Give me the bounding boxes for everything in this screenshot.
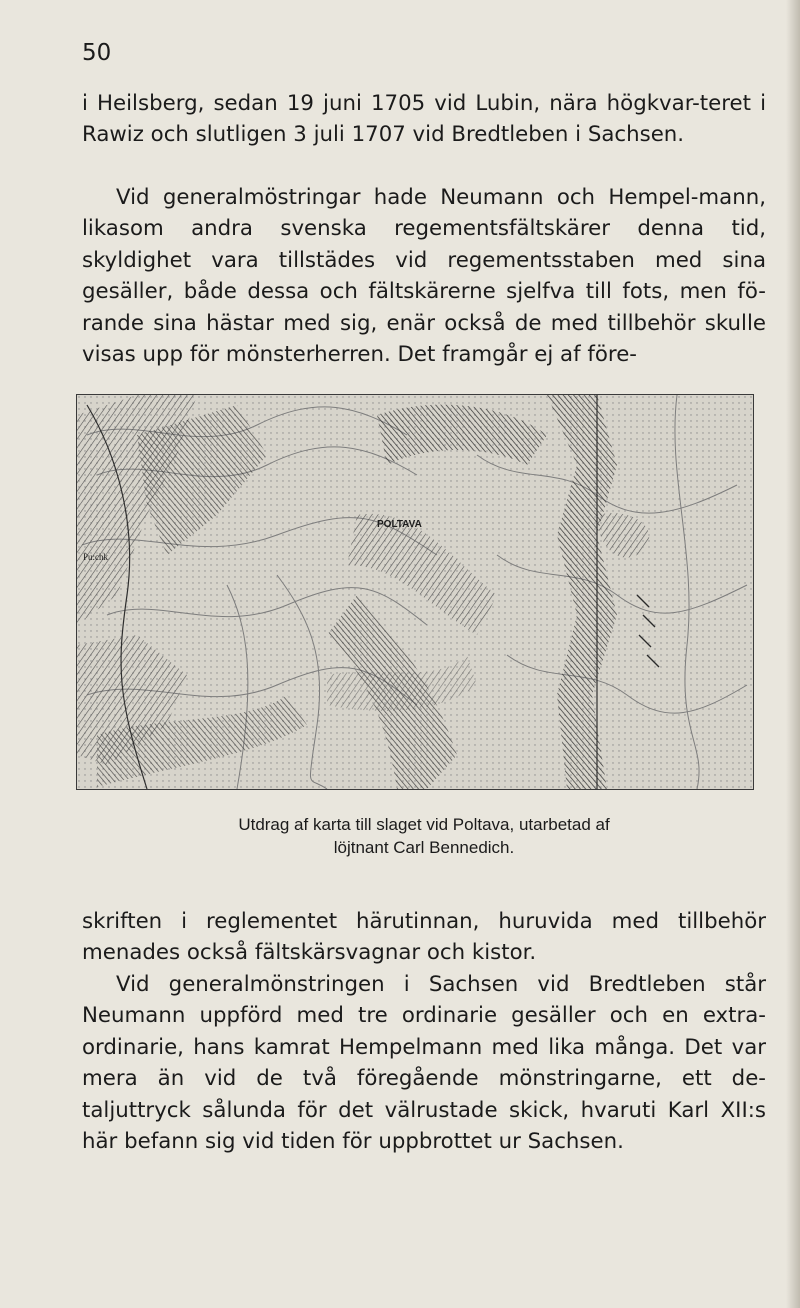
page-edge-shadow xyxy=(786,0,800,1308)
paragraph-1: i Heilsberg, sedan 19 juni 1705 vid Lubin, nära högkvar-teret i Rawiz och slutligen 3 juli 1707 vid Bredtleben i Sachsen. xyxy=(82,91,766,148)
map-label-poltava: POLTAVA xyxy=(377,519,422,530)
figure-caption-line-1: Utdrag af karta till slaget vid Poltava, utarbetad af xyxy=(238,815,610,834)
paragraph-2: Vid generalmöstringar hade Neumann och Hempel-mann, likasom andra svenska regementsfältskärer denna tid, skyldighet vara tillstädes vid regementsstaben med sina gesäller, både dessa och fältskärerne sjelfva till fots, men fö-rande sina hästar med sig, enär också de med tillbehör skulle visas upp för mönsterherren. Det framgår ej af före- xyxy=(82,185,766,368)
poltava-battle-map xyxy=(76,394,754,790)
paragraph-3: skriften i reglementet härutinnan, huruvida med tillbehör menades också fältskärsvagnar och kistor. xyxy=(82,909,766,966)
map-label-fragment: Pu:chk xyxy=(83,552,109,562)
figure-caption-line-2: löjtnant Carl Bennedich. xyxy=(333,838,515,857)
map-illustration xyxy=(77,395,753,789)
paragraph-4: Vid generalmönstringen i Sachsen vid Bredtleben står Neumann uppförd med tre ordinarie gesäller och en extra-ordinarie, hans kamrat Hempelmann med lika många. Det var mera än vid de två föregående mönstringarne, ett de-taljuttryck sålunda för det välrustade skick, hvaruti Karl XII:s här befann sig vid tiden för uppbrottet ur Sachsen. xyxy=(82,972,766,1155)
page-number: 50 xyxy=(82,40,112,66)
